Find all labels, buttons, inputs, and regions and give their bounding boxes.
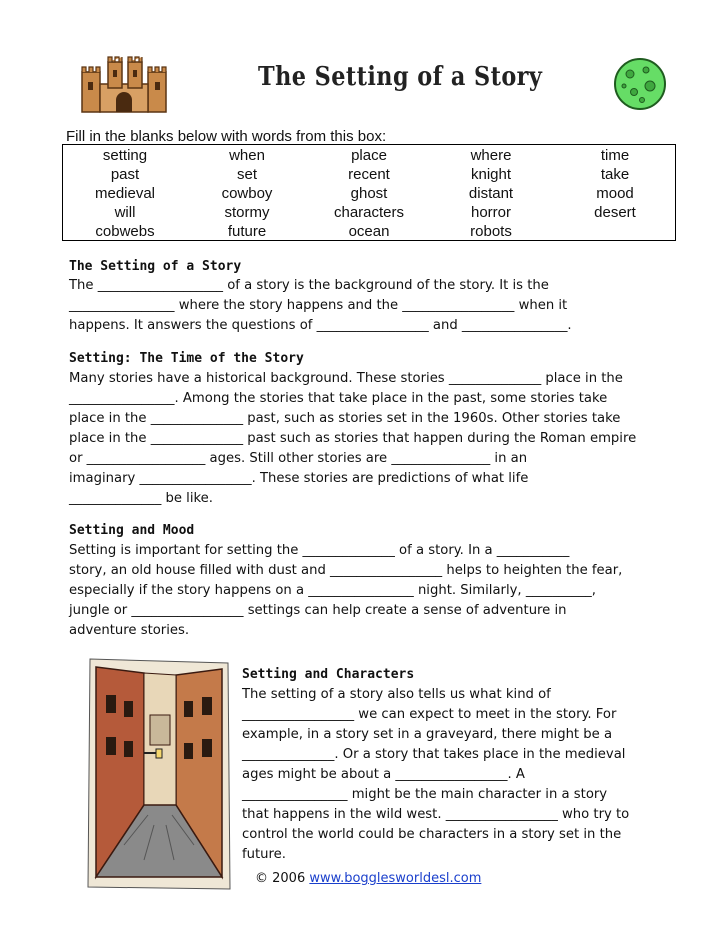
section4-line: ______________. Or a story that takes place in the medieval [242, 747, 626, 762]
word-box-word: set [236, 166, 257, 183]
word-box-word: future [227, 223, 267, 240]
word-box-word: time [600, 147, 630, 164]
section2-line: place in the ______________ past, such as stories set in the 1960s. Other stories take [69, 411, 621, 426]
word-box-word: recent [348, 166, 390, 183]
section1-line: happens. It answers the questions of _________________ and ________________. [69, 318, 572, 333]
section4-line: example, in a story set in a graveyard, there might be a [242, 727, 613, 742]
word-box-row [63, 165, 675, 184]
section-heading-characters: Setting and Characters [242, 667, 415, 682]
word-box-word: robots [470, 223, 512, 240]
section4-line: future. [242, 847, 286, 862]
word-box-word: when [229, 147, 265, 164]
castle-icon [78, 52, 170, 114]
street-illustration [84, 655, 234, 893]
word-box-word: setting [102, 147, 148, 164]
word-box-word: horror [470, 204, 511, 221]
word-box-word: knight [470, 166, 512, 183]
word-box-row [63, 222, 675, 241]
word-box-word: take [600, 166, 630, 183]
section2-line: ______________ be like. [69, 491, 213, 506]
page-title: The Setting of a Story [258, 62, 543, 92]
section-heading-mood: Setting and Mood [69, 523, 195, 538]
section3-line: especially if the story happens on a ________________ night. Similarly, __________, [69, 583, 596, 598]
word-box-word: stormy [224, 204, 270, 221]
planet-icon [612, 56, 668, 112]
word-box-word: distant [468, 185, 514, 202]
word-box-word: desert [594, 204, 636, 221]
instructions: Fill in the blanks below with words from this box: [66, 128, 387, 145]
word-box-word: will [114, 204, 136, 221]
section4-line: The setting of a story also tells us what kind of [242, 687, 551, 702]
section2-line: or __________________ ages. Still other stories are _______________ in an [69, 451, 528, 466]
section4-line: ________________ might be the main character in a story [242, 787, 608, 802]
section4-line: ages might be about a _________________. A [242, 767, 525, 782]
website-link[interactable]: www.bogglesworldesl.com [309, 871, 482, 886]
word-box-word: cobwebs [95, 223, 155, 240]
section1-line: The ___________________ of a story is the background of the story. It is the [69, 278, 549, 293]
section4-line: that happens in the wild west. _________________ who try to [242, 807, 630, 822]
section2-line: place in the ______________ past such as stories that happen during the Roman empire [69, 431, 637, 446]
word-box-word: where [470, 147, 512, 164]
section2-line: Many stories have a historical background. These stories ______________ place in the [69, 371, 623, 386]
word-box-word: place [351, 147, 387, 164]
section1-line: ________________ where the story happens and the _________________ when it [69, 298, 568, 313]
copyright-text: © 2006 [255, 871, 306, 886]
word-box-row [63, 146, 675, 165]
word-box-word: ghost [350, 185, 388, 202]
section3-line: adventure stories. [69, 623, 190, 638]
word-box-word: medieval [94, 185, 156, 202]
word-box-word: cowboy [221, 185, 273, 202]
section2-line: imaginary _________________. These stories are predictions of what life [69, 471, 529, 486]
word-box-word: characters [333, 204, 405, 221]
word-box-row [63, 203, 675, 222]
section3-line: jungle or _________________ settings can help create a sense of adventure in [69, 603, 567, 618]
section-heading-time: Setting: The Time of the Story [69, 351, 304, 366]
section2-line: ________________. Among the stories that take place in the past, some stories take [69, 391, 608, 406]
copyright [255, 871, 481, 886]
section4-line: control the world could be characters in a story set in the [242, 827, 622, 842]
word-box [62, 144, 676, 241]
section3-line: Setting is important for setting the ______________ of a story. In a ___________ [69, 543, 570, 558]
word-box-word: mood [596, 185, 634, 202]
section-heading-setting-of-story: The Setting of a Story [69, 259, 242, 274]
word-box-row [63, 184, 675, 203]
word-box-word: ocean [348, 223, 390, 240]
section3-line: story, an old house filled with dust and _________________ helps to heighten the fear, [69, 563, 623, 578]
word-box-word: past [110, 166, 140, 183]
section4-line: _________________ we can expect to meet in the story. For [242, 707, 617, 722]
